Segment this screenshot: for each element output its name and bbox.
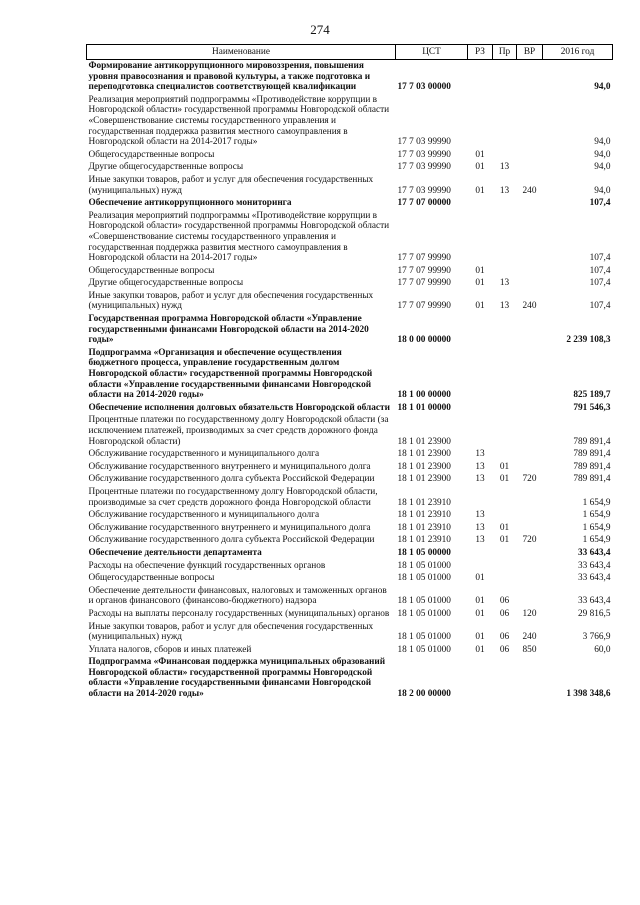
row-vr — [517, 522, 543, 535]
header-cst: ЦСТ — [396, 45, 468, 60]
table-row — [87, 174, 613, 197]
table-row — [87, 210, 613, 265]
row-name: Обслуживание государственного внутреннего и муниципального долга — [88, 461, 371, 472]
row-rz: 13 — [475, 449, 485, 460]
row-name: Государственная программа Новгородской области «Управление государственными финансами Новгородской области на 2014-2020 годы» — [88, 314, 369, 346]
table-row — [87, 509, 613, 522]
row-amount: 107,4 — [589, 198, 611, 209]
row-pr — [493, 210, 517, 265]
table-row — [87, 608, 613, 621]
row-rz: 01 — [475, 278, 485, 289]
row-cst: 18 1 05 01000 — [397, 644, 451, 655]
row-cst: 17 7 03 99990 — [397, 185, 451, 196]
row-vr — [517, 656, 543, 700]
row-name: Обслуживание государственного и муниципального долга — [88, 449, 320, 460]
row-pr — [493, 313, 517, 347]
row-cst: 18 1 01 23910 — [397, 535, 451, 546]
row-rz: 01 — [475, 644, 485, 655]
header-year: 2016 год — [543, 45, 613, 60]
table-body — [87, 60, 613, 701]
row-amount: 789 891,4 — [573, 461, 611, 472]
row-pr: 13 — [499, 278, 510, 289]
row-cst: 18 1 01 23900 — [397, 436, 451, 447]
row-pr — [493, 265, 517, 278]
row-vr — [517, 277, 543, 290]
table-row — [87, 60, 613, 94]
table-row — [87, 656, 613, 700]
row-amount: 33 643,4 — [577, 560, 611, 571]
row-amount: 1 654,9 — [582, 535, 611, 546]
row-vr: 720 — [522, 535, 537, 546]
row-vr — [517, 448, 543, 461]
row-amount: 791 546,3 — [573, 402, 611, 413]
row-pr: 01 — [499, 535, 510, 546]
row-pr — [493, 486, 517, 509]
row-cst: 18 1 05 00000 — [397, 547, 451, 558]
row-vr — [517, 560, 543, 573]
row-amount: 94,0 — [594, 82, 611, 93]
row-name: Другие общегосударственные вопросы — [88, 278, 244, 289]
row-amount: 29 816,5 — [577, 608, 611, 619]
table-header — [87, 45, 613, 60]
header-vr: ВР — [517, 45, 543, 60]
row-rz: 13 — [475, 510, 485, 521]
row-vr — [517, 547, 543, 560]
row-rz: 01 — [475, 162, 485, 173]
row-pr: 13 — [499, 301, 510, 312]
row-rz: 01 — [475, 608, 485, 619]
table-row — [87, 197, 613, 210]
row-pr — [493, 572, 517, 585]
row-amount: 107,4 — [589, 265, 611, 276]
row-pr — [493, 347, 517, 402]
row-pr: 13 — [499, 185, 510, 196]
table-row — [87, 414, 613, 448]
row-amount: 825 189,7 — [573, 390, 611, 401]
row-amount: 107,4 — [589, 301, 611, 312]
row-rz: 01 — [475, 301, 485, 312]
table-row — [87, 149, 613, 162]
row-name: Реализация мероприятий подпрограммы «Противодействие коррупции в Новгородской области» государственной программы Новгородской области «Совершенствование системы государственного управления и государственная поддержка развития местного самоуправления в Новгородской области на 2014-2017 годы» — [88, 210, 390, 264]
row-name: Другие общегосударственные вопросы — [88, 162, 244, 173]
row-cst: 18 1 05 01000 — [397, 573, 451, 584]
row-name: Иные закупки товаров, работ и услуг для обеспечения государственных (муниципальных) нужд — [88, 174, 374, 196]
row-cst: 18 0 00 00000 — [397, 335, 451, 346]
row-pr — [493, 94, 517, 149]
row-rz: 13 — [475, 461, 485, 472]
row-name: Обслуживание государственного долга субъекта Российской Федерации — [88, 474, 375, 485]
table-row — [87, 486, 613, 509]
row-rz: 01 — [475, 596, 485, 607]
page-number: 274 — [310, 22, 330, 37]
row-amount: 1 654,9 — [582, 522, 611, 533]
row-rz — [468, 313, 493, 347]
row-name: Расходы на выплаты персоналу государственных (муниципальных) органов — [88, 608, 390, 619]
row-pr: 01 — [499, 461, 510, 472]
row-rz — [468, 402, 493, 415]
row-name: Обеспечение исполнения долговых обязательств Новгородской области — [88, 402, 390, 413]
row-cst: 18 1 05 01000 — [397, 596, 451, 607]
row-vr — [517, 313, 543, 347]
table-row — [87, 572, 613, 585]
row-amount: 94,0 — [594, 185, 611, 196]
row-vr: 240 — [522, 632, 537, 643]
row-vr: 850 — [522, 644, 537, 655]
row-pr — [493, 149, 517, 162]
row-vr: 120 — [522, 608, 537, 619]
row-cst: 18 1 05 01000 — [397, 632, 451, 643]
row-cst: 18 1 01 23910 — [397, 522, 451, 533]
row-name: Подпрограмма «Организация и обеспечение осуществления бюджетного процесса, управление государственным долгом Новгородской области» государственной программы Новгородской области «Управление государственными финансами Новгородской области на 2014-2020 годы» — [88, 347, 373, 401]
row-name: Обслуживание государственного и муниципального долга — [88, 510, 320, 521]
table-row — [87, 277, 613, 290]
row-name: Расходы на обеспечение функций государственных органов — [88, 560, 326, 571]
row-rz — [468, 210, 493, 265]
row-rz — [468, 547, 493, 560]
row-name: Формирование антикоррупционного мировоззрения, повышения уровня правосознания и правовой культуры, а также подготовка и переподготовка специалистов соответствующей квалификации — [88, 61, 371, 93]
row-cst: 17 7 07 99990 — [397, 301, 451, 312]
row-rz: 01 — [475, 632, 485, 643]
row-vr — [517, 461, 543, 474]
row-amount: 33 643,4 — [577, 573, 611, 584]
table-row — [87, 461, 613, 474]
row-amount: 33 643,4 — [577, 596, 611, 607]
row-cst: 17 7 03 99990 — [397, 149, 451, 160]
row-pr — [493, 414, 517, 448]
row-cst: 18 1 05 01000 — [397, 608, 451, 619]
row-rz — [468, 60, 493, 94]
row-rz: 13 — [475, 522, 485, 533]
row-amount: 60,0 — [594, 644, 611, 655]
row-rz — [468, 197, 493, 210]
row-cst: 17 7 03 99990 — [397, 162, 451, 173]
row-cst: 18 1 01 23900 — [397, 474, 451, 485]
row-vr — [517, 402, 543, 415]
table-row — [87, 94, 613, 149]
row-cst: 17 7 07 99990 — [397, 265, 451, 276]
row-vr — [517, 161, 543, 174]
table-row — [87, 313, 613, 347]
row-pr — [493, 448, 517, 461]
row-cst: 17 7 07 99990 — [397, 253, 451, 264]
row-pr: 06 — [499, 596, 510, 607]
row-cst: 18 1 05 01000 — [397, 560, 451, 571]
table-row — [87, 448, 613, 461]
row-vr — [517, 210, 543, 265]
table-row — [87, 547, 613, 560]
row-vr — [517, 149, 543, 162]
row-amount: 1 654,9 — [582, 510, 611, 521]
row-cst: 18 1 01 23900 — [397, 461, 451, 472]
row-cst: 17 7 03 99990 — [397, 137, 451, 148]
row-rz: 01 — [475, 149, 485, 160]
row-cst: 18 1 01 23910 — [397, 497, 451, 508]
row-name: Иные закупки товаров, работ и услуг для обеспечения государственных (муниципальных) нужд — [88, 290, 374, 312]
row-vr — [517, 486, 543, 509]
table-row — [87, 585, 613, 608]
row-amount: 789 891,4 — [573, 474, 611, 485]
row-pr — [493, 402, 517, 415]
row-cst: 17 7 07 99990 — [397, 278, 451, 289]
row-amount: 3 766,9 — [582, 632, 611, 643]
row-cst: 18 1 01 23900 — [397, 449, 451, 460]
row-rz — [468, 347, 493, 402]
row-name: Обслуживание государственного внутреннего и муниципального долга — [88, 522, 371, 533]
row-name: Общегосударственные вопросы — [88, 573, 215, 584]
row-pr: 06 — [499, 632, 510, 643]
row-rz — [468, 414, 493, 448]
table-row — [87, 534, 613, 547]
row-amount: 107,4 — [589, 253, 611, 264]
row-cst: 18 2 00 00000 — [397, 689, 451, 700]
row-pr — [493, 560, 517, 573]
table-row — [87, 473, 613, 486]
row-pr: 13 — [499, 162, 510, 173]
row-vr: 240 — [522, 301, 537, 312]
row-cst: 18 1 00 00000 — [397, 390, 451, 401]
row-vr — [517, 197, 543, 210]
row-rz: 01 — [475, 573, 485, 584]
table-row — [87, 402, 613, 415]
table-row — [87, 161, 613, 174]
row-pr — [493, 509, 517, 522]
row-rz: 01 — [475, 185, 485, 196]
row-rz — [468, 94, 493, 149]
row-amount: 2 239 108,3 — [566, 335, 611, 346]
row-name: Общегосударственные вопросы — [88, 265, 215, 276]
row-name: Обеспечение антикоррупционного мониторинга — [88, 198, 292, 209]
row-pr: 01 — [499, 474, 510, 485]
row-vr: 720 — [522, 474, 537, 485]
row-pr: 06 — [499, 644, 510, 655]
row-amount: 94,0 — [594, 149, 611, 160]
row-name: Обеспечение деятельности финансовых, налоговых и таможенных органов и органов финансового (финансово-бюджетного) надзора — [88, 585, 387, 607]
table-row — [87, 560, 613, 573]
header-rz: РЗ — [468, 45, 493, 60]
row-vr — [517, 572, 543, 585]
row-name: Обеспечение деятельности департамента — [88, 547, 262, 558]
row-name: Подпрограмма «Финансовая поддержка муниципальных образований Новгородской области» государственной программы Новгородской области «Управление государственными финансами Новгородской области на 2014-2020 годы» — [88, 657, 386, 700]
row-name: Процентные платежи по государственному долгу Новгородской области, производимые за счет средств дорожного фонда Новгородской области — [88, 486, 378, 508]
row-amount: 789 891,4 — [573, 436, 611, 447]
table-row — [87, 347, 613, 402]
table-row — [87, 644, 613, 657]
row-name: Реализация мероприятий подпрограммы «Противодействие коррупции в Новгородской области» государственной программы Новгородской области «Совершенствование системы государственного управления и государственная поддержка развития местного самоуправления в Новгородской области на 2014-2017 годы» — [88, 94, 390, 148]
row-pr — [493, 547, 517, 560]
row-cst: 17 7 03 00000 — [397, 82, 451, 93]
row-name: Процентные платежи по государственному долгу Новгородской области (за исключением платежей, производимых за счет средств дорожного фонда Новгородской области) — [88, 415, 389, 447]
table-row — [87, 522, 613, 535]
row-rz: 13 — [475, 535, 485, 546]
row-rz — [468, 560, 493, 573]
row-cst: 18 1 01 00000 — [397, 402, 451, 413]
row-vr — [517, 585, 543, 608]
header-name: Наименование — [87, 45, 396, 60]
row-name: Уплата налогов, сборов и иных платежей — [88, 644, 252, 655]
row-amount: 107,4 — [589, 278, 611, 289]
row-name: Обслуживание государственного долга субъекта Российской Федерации — [88, 535, 375, 546]
table-row — [87, 265, 613, 278]
row-rz — [468, 656, 493, 700]
row-amount: 1 654,9 — [582, 497, 611, 508]
row-amount: 94,0 — [594, 162, 611, 173]
budget-table — [86, 44, 613, 701]
row-name: Иные закупки товаров, работ и услуг для обеспечения государственных (муниципальных) нужд — [88, 621, 374, 643]
row-cst: 18 1 01 23910 — [397, 510, 451, 521]
row-amount: 94,0 — [594, 137, 611, 148]
row-amount: 33 643,4 — [577, 547, 611, 558]
row-pr — [493, 60, 517, 94]
row-vr — [517, 60, 543, 94]
row-vr — [517, 347, 543, 402]
row-cst: 17 7 07 00000 — [397, 198, 451, 209]
row-vr — [517, 509, 543, 522]
row-vr — [517, 94, 543, 149]
table-row — [87, 290, 613, 313]
row-amount: 1 398 348,6 — [566, 689, 611, 700]
row-pr — [493, 656, 517, 700]
row-vr — [517, 414, 543, 448]
header-pr: Пр — [493, 45, 517, 60]
row-pr: 01 — [499, 522, 510, 533]
row-rz: 13 — [475, 474, 485, 485]
row-vr: 240 — [522, 185, 537, 196]
row-pr: 06 — [499, 608, 510, 619]
table-row — [87, 621, 613, 644]
row-pr — [493, 197, 517, 210]
row-vr — [517, 265, 543, 278]
row-name: Общегосударственные вопросы — [88, 149, 215, 160]
row-rz — [468, 486, 493, 509]
row-amount: 789 891,4 — [573, 449, 611, 460]
row-rz: 01 — [475, 265, 485, 276]
